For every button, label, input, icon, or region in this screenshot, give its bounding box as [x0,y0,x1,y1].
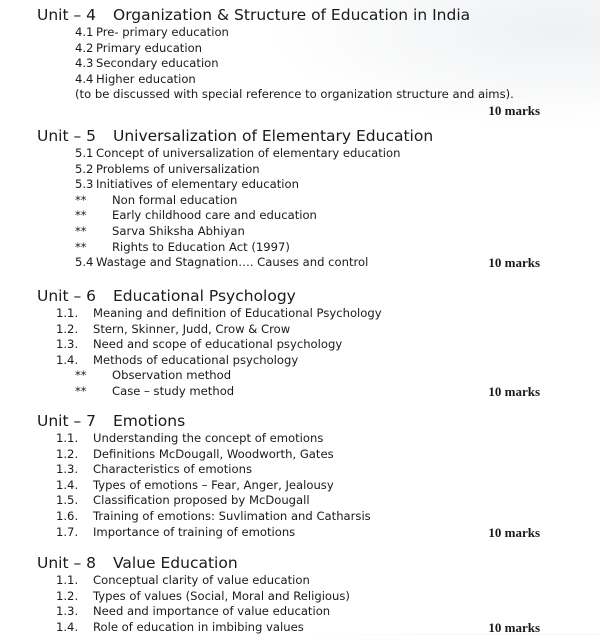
list-item [0,56,600,72]
item-text: Case – study method [112,383,235,398]
item-number: 1.3. [56,462,79,477]
unit-heading [0,5,600,25]
marks-label: 10 marks [488,524,540,540]
list-item [0,573,600,589]
list-item [0,41,600,57]
list-item [0,177,600,193]
list-item [0,478,600,494]
list-item [0,493,600,509]
list-item [0,193,600,209]
unit-number: Unit – 5 [37,127,97,145]
item-text: Pre- primary education [96,25,229,39]
item-number: 1.5. [56,493,79,508]
item-text: Observation method [112,368,232,383]
unit-section [0,126,600,271]
item-number: 1.4. [56,619,79,634]
unit-heading [0,553,600,573]
marks-label: 10 marks [488,102,540,118]
item-text: Early childhood care and education [112,208,317,223]
list-item [0,604,600,620]
item-number: 5.3 [75,177,94,192]
item-number: 4.1 [75,25,94,39]
unit-heading [0,286,600,306]
item-text: Training of emotions: Suvlimation and Catharsis [93,508,371,523]
item-text: Importance of training of emotions [93,524,296,539]
item-number: 1.2. [56,588,79,603]
unit-section [0,411,600,540]
item-text: Need and importance of value education [93,604,331,619]
item-number: 1.2. [56,446,79,461]
item-text: Need and scope of educational psychology [93,337,343,352]
item-text: Meaning and definition of Educational Psychology [93,306,382,320]
item-number: ** [75,208,87,223]
unit-title: Universalization of Elementary Education [113,127,434,145]
unit-title: Emotions [113,412,186,430]
item-number: ** [75,368,87,383]
list-item [0,384,600,400]
item-text: Methods of educational psychology [93,352,299,367]
item-text: Rights to Education Act (1997) [112,239,290,254]
marks-label: 10 marks [488,255,540,271]
item-number: 1.7. [56,524,79,539]
item-number: ** [75,223,87,238]
item-number: 1.6. [56,508,79,523]
unit-title: Value Education [113,554,238,572]
item-text: Initiatives of elementary education [96,177,299,192]
list-item [0,306,600,322]
item-text: Sarva Shiksha Abhiyan [112,223,245,238]
list-item [0,240,600,256]
item-number: 5.4 [75,255,94,270]
item-number: 4.3 [75,56,94,71]
list-item [0,322,600,338]
list-item [0,224,600,240]
item-number: 1.3. [56,604,79,619]
unit-number: Unit – 4 [37,6,97,24]
item-text: Conceptual clarity of value education [93,573,310,587]
unit-section [0,5,600,119]
unit-number: Unit – 6 [37,287,97,305]
marks-line [0,103,600,119]
item-number: 1.4. [56,477,79,492]
item-text: Wastage and Stagnation…. Causes and control [96,255,369,270]
unit-heading [0,126,600,146]
item-text: Classification proposed by McDougall [93,493,310,508]
list-item [0,353,600,369]
item-number: 1.2. [56,321,79,336]
item-text: Problems of universalization [96,161,260,176]
unit-number: Unit – 8 [37,554,97,572]
item-text: Definitions McDougall, Woodworth, Gates [93,446,334,461]
unit-section [0,286,600,400]
list-item [0,462,600,478]
item-text: Primary education [96,40,203,55]
list-item [0,25,600,41]
unit-number: Unit – 7 [37,412,97,430]
unit-section [0,553,600,635]
unit-title: Educational Psychology [113,287,296,305]
item-number: 1.1. [56,573,79,587]
marks-label: 10 marks [488,383,540,399]
item-number: 1.1. [56,306,79,320]
unit-heading [0,411,600,431]
list-item [0,589,600,605]
item-text: Understanding the concept of emotions [93,431,324,445]
item-text: Role of education in imbibing values [93,619,304,634]
item-text: Secondary education [96,56,219,71]
unit-title: Organization & Structure of Education in India [113,6,471,24]
item-number: ** [75,383,87,398]
list-item [0,162,600,178]
item-number: ** [75,192,87,207]
list-item [0,525,600,541]
item-text: Characteristics of emotions [93,462,252,477]
item-text: Higher education [96,71,196,86]
item-number: 4.4 [75,71,94,86]
item-number: 1.4. [56,352,79,367]
list-item [0,255,600,271]
item-text: Types of values (Social, Moral and Religious) [93,588,350,603]
item-number: 5.1 [75,146,94,160]
list-item [0,146,600,162]
list-item [0,431,600,447]
item-text: Non formal education [112,192,238,207]
item-number: 4.2 [75,40,94,55]
item-number: 1.3. [56,337,79,352]
item-text: Concept of universalization of elementary education [96,146,401,160]
list-item [0,72,600,88]
item-text: Stern, Skinner, Judd, Crow & Crow [93,321,291,336]
marks-label: 10 marks [488,619,540,635]
item-number: 1.1. [56,431,79,445]
item-number: 5.2 [75,161,94,176]
list-item [0,620,600,635]
item-number: ** [75,239,87,254]
list-item [0,368,600,384]
note-text: (to be discussed with special reference to organization structure and aims). [75,87,514,102]
unit-note [0,87,600,103]
list-item [0,509,600,525]
list-item [0,447,600,463]
item-text: Types of emotions – Fear, Anger, Jealousy [93,477,334,492]
list-item [0,337,600,353]
list-item [0,208,600,224]
